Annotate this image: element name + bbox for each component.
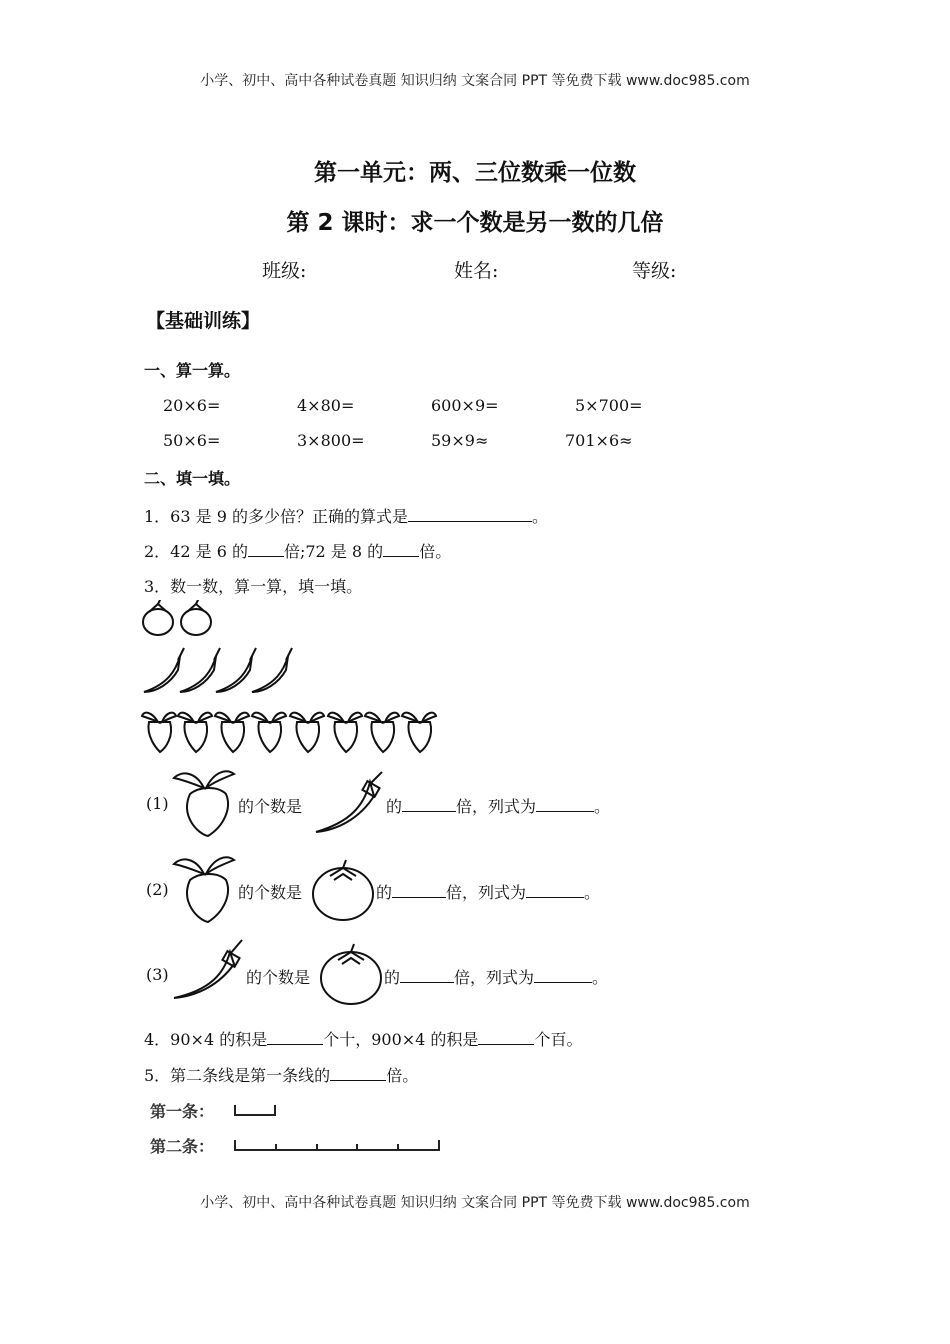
calc-1: 20×6= bbox=[163, 396, 221, 415]
q1-text: 1．63 是 9 的多少倍？正确的算式是 bbox=[144, 507, 408, 526]
first-line-segment bbox=[230, 1100, 290, 1120]
sub3-line bbox=[384, 965, 608, 988]
page-header: 小学、初中、高中各种试卷真题 知识归纳 文案合同 PPT 等免费下载 www.doc985.com bbox=[200, 73, 750, 89]
part1-heading: 一、算一算。 bbox=[144, 361, 241, 380]
line1-label: 第一条： bbox=[150, 1102, 215, 1121]
tomato-icon bbox=[181, 600, 211, 635]
pepper-icon bbox=[216, 648, 256, 692]
radish-icon bbox=[290, 713, 324, 752]
sub2-line bbox=[376, 880, 600, 903]
sub2-t1: 的个数是 bbox=[238, 883, 303, 902]
q5-text-a: 5．第二条线是第一条线的 bbox=[144, 1066, 331, 1085]
pepper-icon bbox=[252, 648, 292, 692]
q5-blank[interactable] bbox=[330, 1066, 386, 1081]
q5-text-b: 倍。 bbox=[386, 1066, 419, 1085]
q2-blank-2[interactable] bbox=[383, 542, 419, 557]
sub2-num: (2) bbox=[146, 880, 169, 899]
radish-row bbox=[142, 713, 436, 752]
class-label: 班级: bbox=[262, 260, 307, 282]
q1-end: 。 bbox=[531, 507, 548, 526]
radish-icon bbox=[402, 713, 436, 752]
sub3-blank-1[interactable] bbox=[400, 968, 454, 983]
calc-3: 600×9= bbox=[431, 396, 499, 415]
calc-8: 701×6≈ bbox=[565, 431, 633, 450]
sub3-num: (3) bbox=[146, 965, 169, 984]
q4-text-a: 4．90×4 的积是 bbox=[144, 1030, 268, 1049]
sub1-blank-2[interactable] bbox=[536, 797, 594, 812]
q4-text-b: 个十，900×4 的积是 bbox=[323, 1030, 479, 1049]
lesson-subtitle: 第 2 课时：求一个数是另一数的几倍 bbox=[286, 210, 664, 236]
sub1-t1: 的个数是 bbox=[238, 797, 303, 816]
sub2-t4: 。 bbox=[584, 883, 601, 902]
sub3-blank-2[interactable] bbox=[534, 968, 592, 983]
second-line-segment bbox=[230, 1135, 450, 1155]
page-title: 第一单元：两、三位数乘一位数 bbox=[314, 160, 636, 186]
tomato-icon bbox=[143, 600, 173, 635]
sub3-t3: 倍，列式为 bbox=[454, 968, 535, 987]
vegetable-picture-rows bbox=[140, 600, 460, 760]
question-4 bbox=[144, 1027, 582, 1050]
question-2 bbox=[144, 539, 451, 562]
sub2-t2: 的 bbox=[376, 883, 393, 902]
question-1 bbox=[144, 504, 548, 527]
sub2-t3: 倍，列式为 bbox=[446, 883, 527, 902]
section-basic-training: 【基础训练】 bbox=[146, 310, 261, 332]
q2-text-b: 倍;72 是 8 的 bbox=[283, 542, 384, 561]
sub2-blank-1[interactable] bbox=[392, 883, 446, 898]
calc-7: 59×9≈ bbox=[431, 431, 489, 450]
sub3-t4: 。 bbox=[592, 968, 609, 987]
sub1-line bbox=[386, 794, 610, 817]
q2-blank-1[interactable] bbox=[248, 542, 284, 557]
tomato-row bbox=[143, 600, 211, 635]
sub1-t3: 倍，列式为 bbox=[456, 797, 537, 816]
radish-icon bbox=[168, 850, 240, 926]
sub1-num: (1) bbox=[146, 794, 169, 813]
question-5 bbox=[144, 1063, 418, 1086]
sub2-blank-2[interactable] bbox=[526, 883, 584, 898]
q1-answer-blank[interactable] bbox=[408, 507, 532, 522]
pepper-row bbox=[144, 648, 292, 692]
sub1-t2: 的 bbox=[386, 797, 403, 816]
calc-2: 4×80= bbox=[297, 396, 355, 415]
part2-heading: 二、填一填。 bbox=[144, 469, 241, 488]
grade-label: 等级: bbox=[632, 260, 677, 282]
radish-icon bbox=[365, 713, 399, 752]
sub3-t2: 的 bbox=[384, 968, 401, 987]
radish-icon bbox=[252, 713, 286, 752]
name-label: 姓名: bbox=[454, 260, 499, 282]
q4-blank-2[interactable] bbox=[478, 1030, 534, 1045]
question-3: 3．数一数，算一算，填一填。 bbox=[144, 577, 363, 596]
calc-4: 5×700= bbox=[575, 396, 643, 415]
q4-text-c: 个百。 bbox=[534, 1030, 583, 1049]
tomato-icon bbox=[318, 940, 384, 1006]
pepper-icon bbox=[180, 648, 220, 692]
calc-6: 3×800= bbox=[297, 431, 365, 450]
calc-5: 50×6= bbox=[163, 431, 221, 450]
q2-text-c: 倍。 bbox=[419, 542, 452, 561]
line2-label: 第二条： bbox=[150, 1137, 215, 1156]
radish-icon bbox=[215, 713, 249, 752]
radish-icon bbox=[328, 713, 362, 752]
radish-icon bbox=[142, 713, 176, 752]
sub3-t1: 的个数是 bbox=[246, 968, 311, 987]
tomato-icon bbox=[310, 856, 376, 922]
sub1-t4: 。 bbox=[594, 797, 611, 816]
radish-icon bbox=[168, 764, 240, 840]
q2-text-a: 2．42 是 6 的 bbox=[144, 542, 248, 561]
page-footer: 小学、初中、高中各种试卷真题 知识归纳 文案合同 PPT 等免费下载 www.doc985.com bbox=[200, 1195, 750, 1211]
pepper-icon bbox=[144, 648, 184, 692]
sub1-blank-1[interactable] bbox=[402, 797, 456, 812]
pepper-icon bbox=[168, 934, 248, 1004]
q4-blank-1[interactable] bbox=[267, 1030, 323, 1045]
pepper-icon bbox=[310, 770, 386, 836]
radish-icon bbox=[178, 713, 212, 752]
